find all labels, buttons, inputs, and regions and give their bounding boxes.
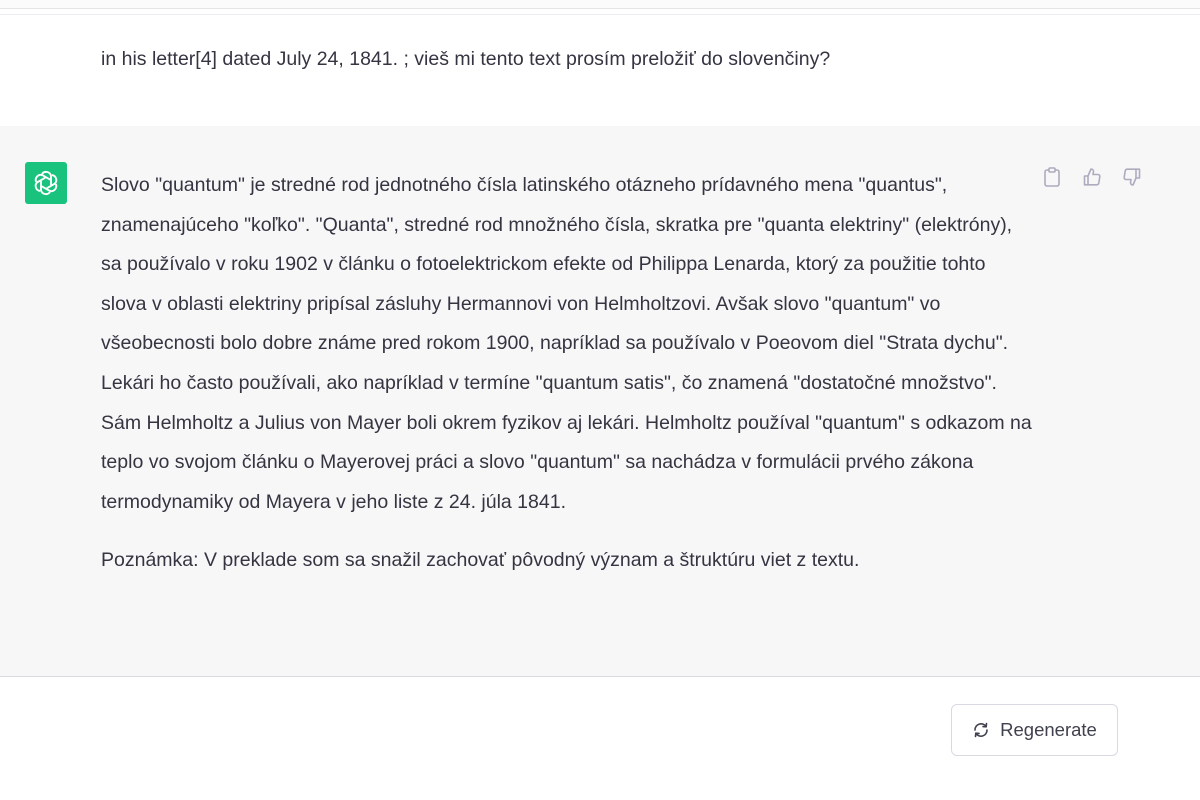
refresh-icon xyxy=(972,721,990,739)
user-message-text: in his letter[4] dated July 24, 1841. ; vieš mi tento text prosím preložiť do slovenčiny? xyxy=(101,48,831,70)
regenerate-button[interactable] xyxy=(951,704,1118,756)
thumbs-down-icon xyxy=(1122,167,1142,192)
user-message-row xyxy=(0,14,1200,127)
assistant-message-row xyxy=(0,126,1200,677)
top-divider xyxy=(0,0,1200,9)
copy-button[interactable] xyxy=(1034,166,1070,192)
assistant-message-note: Poznámka: V preklade som sa snažil zachovať pôvodný význam a štruktúru viet z textu. xyxy=(101,549,860,572)
thumbs-up-button[interactable] xyxy=(1074,166,1110,192)
clipboard-icon xyxy=(1043,167,1061,192)
assistant-message-body xyxy=(101,166,1036,581)
openai-logo-icon xyxy=(25,162,67,204)
assistant-message-paragraph: Slovo "quantum" je stredné rod jednotného čísla latinského otázneho prídavného mena "quantus", znamenajúceho "koľko". "Quanta", stredné rod množného čísla, skratka pre "quanta elektriny" (elektróny), sa používalo v roku 1902 v článku o fotoelektrickom efekte od Philippa Lenarda, ktorý za použitie tohto slova v oblasti elektriny pripísal zásluhy Hermannovi von Helmholtzovi. Avšak slovo "quantum" vo všeobecnosti bolo dobre známe pred rokom 1900, napríklad sa používalo v Poeovom diel "Strata dychu". Lekári ho často používali, ako napríklad v termíne "quantum satis", čo znamená "dostatočné množstvo". Sám Helmholtz a Julius von Mayer boli okrem fyzikov aj lekári. Helmholtz používal "quantum" s odkazom na teplo vo svojom článku o Mayerovej práci a slovo "quantum" sa nachádza v formulácii prvého zákona termodynamiky od Mayera v jeho liste z 24. júla 1841. xyxy=(101,174,1032,513)
message-actions xyxy=(1034,166,1150,192)
regenerate-label: Regenerate xyxy=(1000,719,1097,740)
composer-area xyxy=(0,677,1200,800)
thumbs-down-button[interactable] xyxy=(1114,166,1150,192)
thumbs-up-icon xyxy=(1082,167,1102,192)
